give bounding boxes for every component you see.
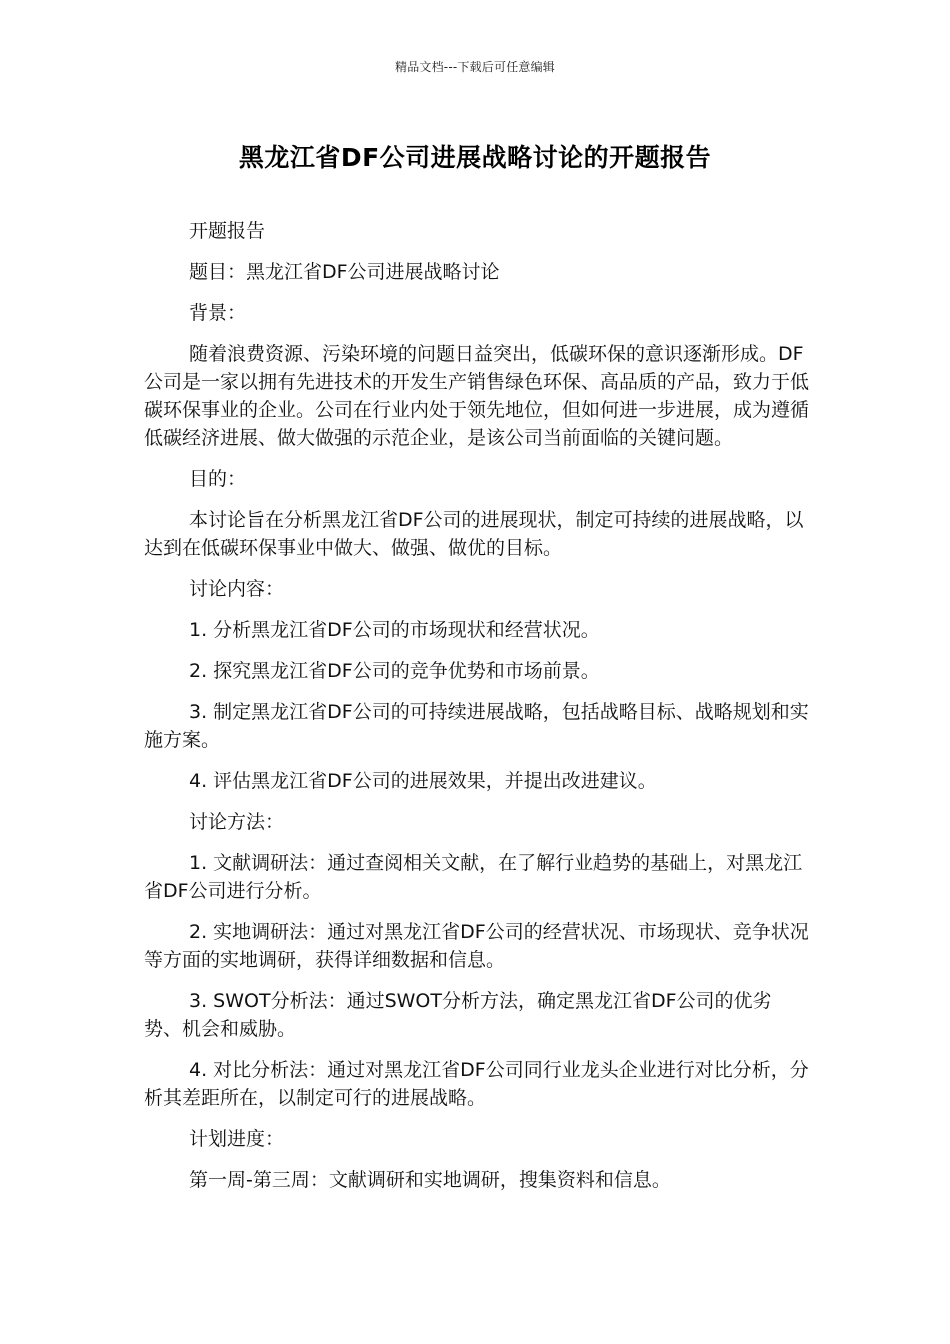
content-item: 4. 评估黑龙江省DF公司的进展效果，并提出改进建议。 <box>189 770 657 792</box>
document-body <box>144 217 809 1207</box>
method-item: 1. 文献调研法：通过查阅相关文献，在了解行业趋势的基础上，对黑龙江省DF公司进行分析。 <box>144 852 803 902</box>
background-paragraph: 随着浪费资源、污染环境的问题日益突出，低碳环保的意识逐渐形成。DF公司是一家以拥有先进技术的开发生产销售绿色环保、高品质的产品，致力于低碳环保事业的企业。公司在行业内处于领先地位，但如何进一步进展，成为遵循低碳经济进展、做大做强的示范企业，是该公司当前面临的关键问题。 <box>144 343 810 449</box>
document-title: 黑龙江省DF公司进展战略讨论的开题报告 <box>238 143 712 172</box>
purpose-paragraph: 本讨论旨在分析黑龙江省DF公司的进展现状，制定可持续的进展战略，以达到在低碳环保事业中做大、做强、做优的目标。 <box>144 509 804 559</box>
section-heading-schedule: 计划进度： <box>189 1128 285 1150</box>
section-heading-purpose: 目的： <box>189 468 247 490</box>
section-heading-methods: 讨论方法： <box>189 811 285 833</box>
method-item: 2. 实地调研法：通过对黑龙江省DF公司的经营状况、市场现状、竞争状况等方面的实地调研，获得详细数据和信息。 <box>144 921 809 971</box>
content-item: 2. 探究黑龙江省DF公司的竞争优势和市场前景。 <box>189 660 600 682</box>
section-heading-background: 背景： <box>189 302 247 324</box>
content-item: 1. 分析黑龙江省DF公司的市场现状和经营状况。 <box>189 619 600 641</box>
method-item: 3. SWOT分析法：通过SWOT分析方法，确定黑龙江省DF公司的优劣势、机会和威胁。 <box>144 990 772 1040</box>
topic-line: 题目：黑龙江省DF公司进展战略讨论 <box>189 261 500 283</box>
method-item: 4. 对比分析法：通过对黑龙江省DF公司同行业龙头企业进行对比分析，分析其差距所在，以制定可行的进展战略。 <box>144 1059 809 1109</box>
schedule-item: 第一周-第三周：文献调研和实地调研，搜集资料和信息。 <box>189 1169 671 1191</box>
page-header: 精品文档---下载后可任意编辑 <box>395 60 555 74</box>
heading-proposal-report: 开题报告 <box>189 220 266 242</box>
content-item: 3. 制定黑龙江省DF公司的可持续进展战略，包括战略目标、战略规划和实施方案。 <box>144 701 809 751</box>
section-heading-content: 讨论内容： <box>189 578 285 600</box>
